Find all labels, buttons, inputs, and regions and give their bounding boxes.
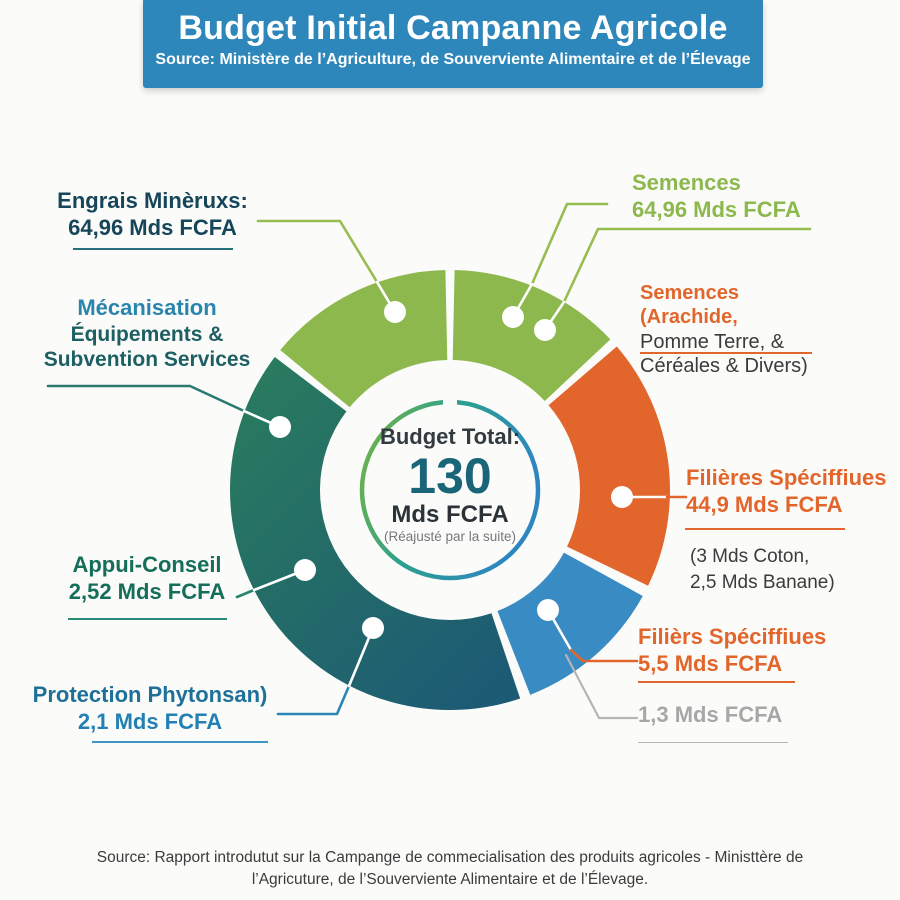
leader-line-engrais-out xyxy=(258,221,377,282)
label-appui-line1: Appui-Conseil xyxy=(72,552,222,577)
underline-gray13 xyxy=(638,742,788,743)
leader-line-protection-out xyxy=(278,686,349,714)
budget-total-unit: Mds FCFA xyxy=(391,500,509,528)
label-gray13-line1: 1,3 Mds FCFA xyxy=(638,702,783,727)
label-arachide-line2: Pomme Terre, & xyxy=(640,330,785,353)
label-mecanisation-line2: Équipements & xyxy=(70,322,224,346)
segment-filiers55 xyxy=(497,553,642,695)
label-semences xyxy=(632,170,801,224)
label-mecanisation-line3: Subvention Services xyxy=(43,348,251,372)
label-protection xyxy=(30,682,270,736)
label-appui-conseil xyxy=(52,552,242,606)
label-engrais xyxy=(50,188,255,242)
label-semences-line2: 64,96 Mds FCFA xyxy=(632,196,801,222)
label-engrais-line2: 64,96 Mds FCFA xyxy=(68,214,237,240)
label-filieres-449 xyxy=(686,465,887,519)
underline-protection xyxy=(92,741,268,743)
leader-dot-semences-b xyxy=(534,319,556,341)
leader-dot-mecanisation xyxy=(269,416,291,438)
leader-dot-engrais xyxy=(384,301,406,323)
page-title: Budget Initial Campanne Agricole xyxy=(178,9,728,47)
label-filieres449-line1: Filières Spéciffiues xyxy=(686,465,887,490)
label-filieres449-sub1: (3 Mds Coton, xyxy=(690,546,810,567)
underline-appui xyxy=(68,618,227,620)
underline-arachide xyxy=(640,352,812,354)
label-protection-line1: Protection Phytonsan) xyxy=(32,682,268,707)
leader-dot-semences-a xyxy=(502,306,524,328)
leader-dot-filieres449 xyxy=(611,486,633,508)
source-note xyxy=(50,847,850,892)
source-note-line2: l’Agricuture, de l’Souverviente Alimentaire et de l’Élevage. xyxy=(251,871,649,889)
label-arachide-line1: Semences (Arachide, xyxy=(640,282,739,329)
leader-dot-protection xyxy=(362,617,384,639)
underline-filieres449 xyxy=(685,528,845,530)
label-semences-line1: Semences xyxy=(632,170,741,195)
leader-line-semences-a-out xyxy=(532,204,607,284)
underline-engrais xyxy=(73,248,233,250)
leader-line-mecanisation-out xyxy=(48,386,244,411)
label-filieres-449-detail xyxy=(690,544,835,595)
label-13-mds xyxy=(638,702,782,729)
donut-center-text xyxy=(330,424,570,545)
label-protection-line2: 2,1 Mds FCFA xyxy=(77,708,223,734)
center-ring-gap xyxy=(443,395,457,406)
budget-total-label: Budget Total: xyxy=(379,424,521,449)
label-filiers55-line2: 5,5 Mds FCFA xyxy=(638,650,783,676)
label-mecanisation-line1: Mécanisation xyxy=(77,295,217,320)
budget-total-note: (Réajusté par la suite) xyxy=(383,529,517,545)
label-arachide-line3: Céréales & Divers) xyxy=(640,355,808,378)
underline-filiers55 xyxy=(638,681,795,683)
leader-dot-appui xyxy=(294,559,316,581)
label-filiers55-line1: Filièrs Spéciffiues xyxy=(638,624,827,649)
label-filieres449-sub2: 2,5 Mds Banane) xyxy=(690,571,835,593)
label-engrais-line1: Engrais Minèruxs: xyxy=(57,188,248,213)
label-appui-line2: 2,52 Mds FCFA xyxy=(68,578,226,604)
label-mecanisation xyxy=(38,295,256,373)
label-semences-arachide xyxy=(640,281,830,379)
budget-total-value: 130 xyxy=(408,447,492,504)
page-subtitle: Source: Ministère de l’Agriculture, de Souverviente Alimentaire et de l’Élevage xyxy=(155,51,751,68)
label-filieres449-line2: 44,9 Mds FCFA xyxy=(686,491,843,517)
source-note-line1: Source: Rapport introdutut sur la Campange de commecialisation des produits agricoles - Ministtère de xyxy=(96,849,804,866)
label-filiers-55 xyxy=(638,624,826,678)
leader-dot-filiers55 xyxy=(537,599,559,621)
